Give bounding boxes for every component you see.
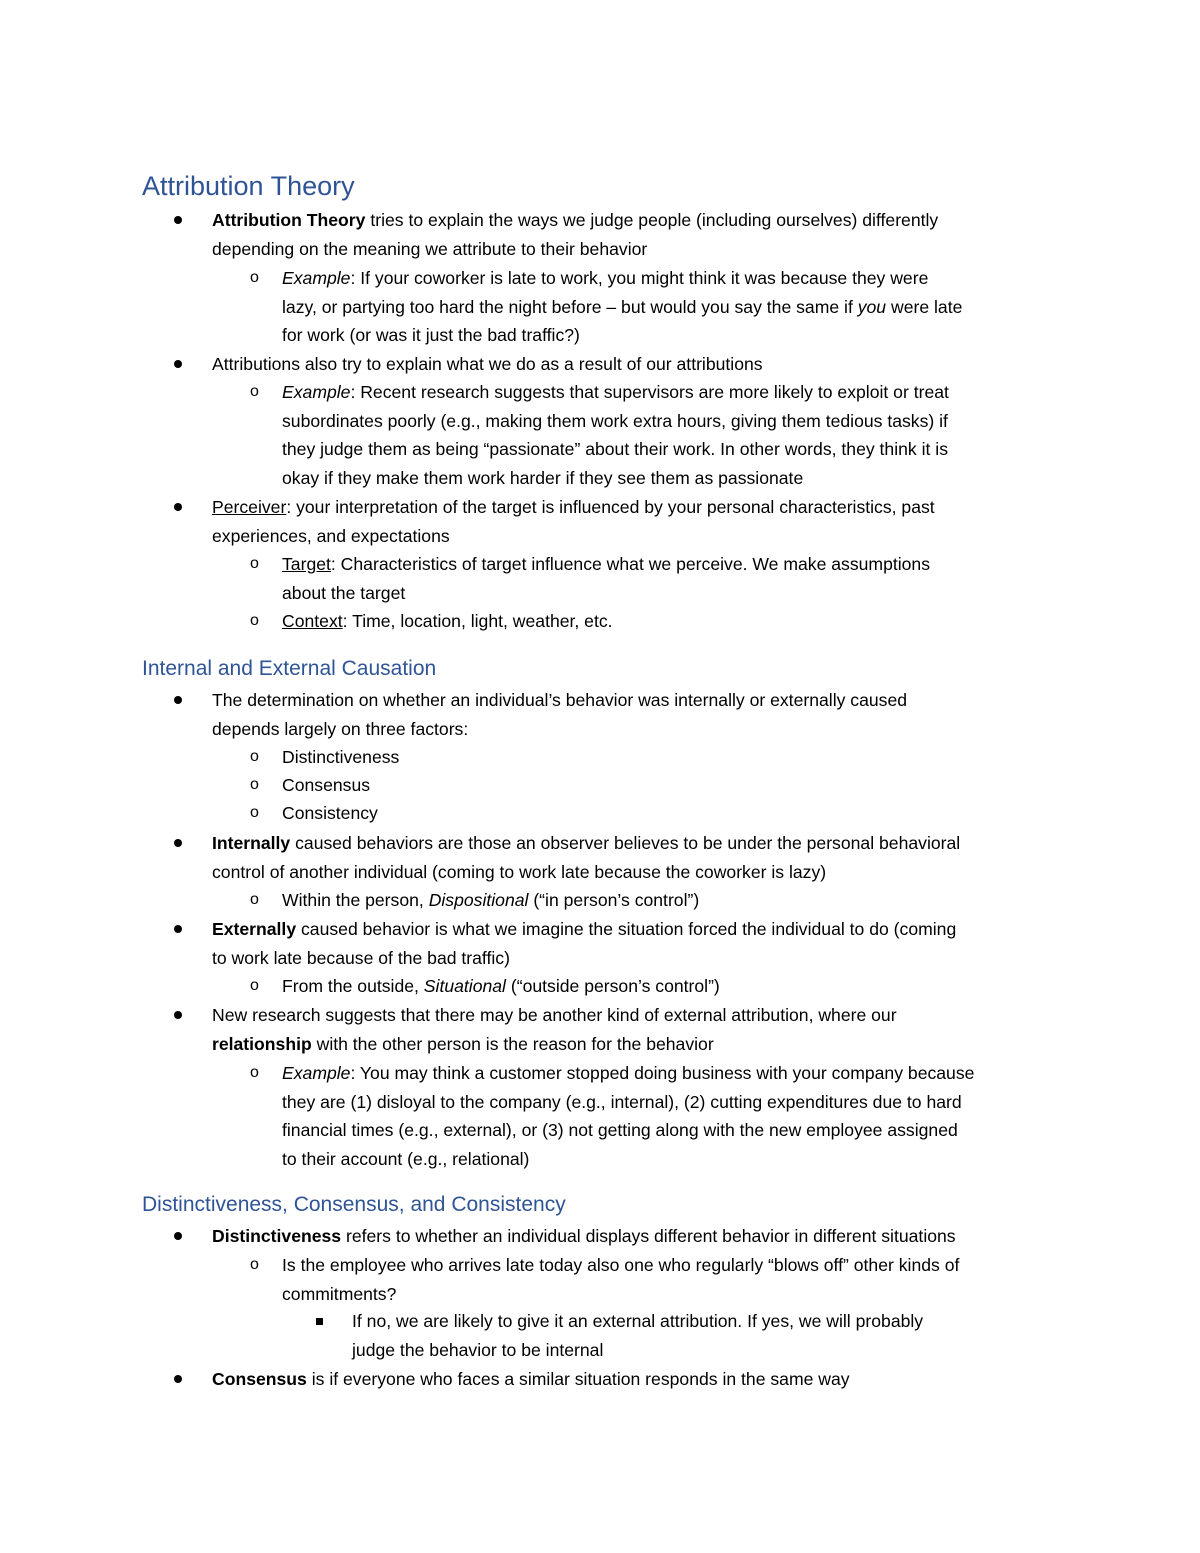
list-item [250,1251,960,1308]
list-item-text: Distinctiveness [282,747,400,767]
list-item-text: Is the employee who arrives late today also one who regularly “blows off” other kinds of [282,1255,960,1275]
bullet-icon [174,1011,182,1019]
list-item-text: experiences, and expectations [212,525,450,546]
list-item-text: depending on the meaning we attribute to their behavior [212,238,648,259]
list-item-text: for work (or was it just the bad traffic?) [282,325,580,346]
italic-term: you [857,296,887,317]
list-item-text: control of another individual (coming to work late because the coworker is lazy) [212,861,827,882]
circle-bullet-icon: o [250,977,259,994]
bold-term: Attribution Theory [212,210,366,230]
list-item [250,550,931,607]
list-item [212,1365,850,1394]
circle-bullet-icon: o [250,748,259,765]
list-item-text: is if everyone who faces a similar situation responds in the same way [306,1369,850,1389]
list-item-text: If no, we are likely to give it an external attribution. If yes, we will probably [352,1311,924,1331]
bullet-icon [174,696,182,704]
list-item-text: they are (1) disloyal to the company (e.g., internal), (2) cutting expenditures due to hard [282,1091,962,1112]
list-item [250,1059,975,1173]
bullet-icon [174,1375,182,1383]
italic-term: Situational [423,976,506,996]
bold-term: Distinctiveness [212,1226,342,1246]
bullet-icon [174,839,182,847]
list-item-text: caused behavior is what we imagine the situation forced the individual to do (coming [296,919,957,939]
list-item-text: : your interpretation of the target is influenced by your personal characteristics, past [286,497,935,517]
italic-term: Example [282,268,351,288]
list-item-text: they judge them as being “passionate” about their work. In other words, they think it is [282,439,948,460]
list-item [212,1001,897,1058]
circle-bullet-icon: o [250,383,259,400]
list-item [212,829,960,886]
list-item-text: subordinates poorly (e.g., making them work extra hours, giving them tedious tasks) if [282,410,948,431]
list-item [212,350,763,379]
underlined-term: Target [282,554,331,574]
section-heading: Distinctiveness, Consensus, and Consistency [142,1193,566,1216]
list-item-text: caused behaviors are those an observer believes to be under the personal behavioral [290,833,961,853]
italic-term: Example [282,1063,351,1083]
list-item-text: tries to explain the ways we judge people (including ourselves) differently [365,210,939,230]
list-item-text: : Recent research suggests that supervisors are more likely to exploit or treat [350,382,949,402]
circle-bullet-icon: o [250,612,259,629]
list-item-text: The determination on whether an individual’s behavior was internally or externally caused [212,690,908,710]
circle-bullet-icon: o [250,1256,259,1273]
list-item-text: : Time, location, light, weather, etc. [342,611,613,631]
list-item-text: refers to whether an individual displays different behavior in different situations [341,1226,956,1246]
list-item-text: financial times (e.g., external), or (3) not getting along with the new employee assigned [282,1120,958,1141]
list-item-text: okay if they make them work harder if they see them as passionate [282,467,804,488]
circle-bullet-icon: o [250,776,259,793]
list-item-text: about the target [282,582,406,603]
list-item-text: From the outside, [282,976,424,996]
bold-term: Externally [212,919,297,939]
list-item-text: Attributions also try to explain what we do as a result of our attributions [212,354,763,374]
list-item-text: were late [886,296,963,317]
list-item [212,915,956,972]
bullet-icon [174,360,182,368]
list-item [250,743,400,772]
circle-bullet-icon: o [250,804,259,821]
list-item-text: to work late because of the bad traffic) [212,947,510,968]
bold-term: Internally [212,833,291,853]
list-item-text: (“outside person’s control”) [505,976,720,996]
list-item-text: depends largely on three factors: [212,718,469,739]
circle-bullet-icon: o [250,891,259,908]
list-item-text: commitments? [282,1283,397,1304]
list-item [250,607,613,636]
italic-term: Dispositional [428,890,529,910]
list-item-text: lazy, or partying too hard the night before – but would you say the same if [282,296,858,317]
underlined-term: Context [282,611,343,631]
list-item [352,1307,923,1364]
bullet-icon [174,503,182,511]
section-heading: Internal and External Causation [142,657,437,680]
list-item [212,686,907,743]
list-item-text: with the other person is the reason for the behavior [311,1033,714,1054]
circle-bullet-icon: o [250,1064,259,1081]
list-item-text: : If your coworker is late to work, you might think it was because they were [350,268,929,288]
list-item [250,886,700,915]
bold-term: relationship [212,1033,312,1054]
list-item [250,771,371,800]
list-item [212,493,935,550]
list-item [250,799,378,828]
list-item-text: : You may think a customer stopped doing business with your company because [350,1063,975,1083]
list-item-text: New research suggests that there may be another kind of external attribution, where our [212,1005,897,1025]
list-item [250,972,720,1001]
underlined-term: Perceiver [212,497,287,517]
list-item [250,378,949,492]
circle-bullet-icon: o [250,555,259,572]
bold-term: Consensus [212,1369,307,1389]
bullet-icon [174,216,182,224]
list-item-text: judge the behavior to be internal [352,1339,604,1360]
list-item-text: Consistency [282,803,378,823]
list-item-text: (“in person’s control”) [528,890,700,910]
list-item [212,206,938,263]
circle-bullet-icon: o [250,269,259,286]
bullet-icon [174,1232,182,1240]
bullet-icon [174,925,182,933]
list-item-text: Consensus [282,775,371,795]
list-item [250,264,963,350]
list-item-text: to their account (e.g., relational) [282,1148,530,1169]
list-item-text: Within the person, [282,890,429,910]
square-bullet-icon [316,1318,323,1325]
list-item [212,1222,956,1251]
italic-term: Example [282,382,351,402]
list-item-text: : Characteristics of target influence what we perceive. We make assumptions [330,554,931,574]
page-title: Attribution Theory [142,171,355,201]
